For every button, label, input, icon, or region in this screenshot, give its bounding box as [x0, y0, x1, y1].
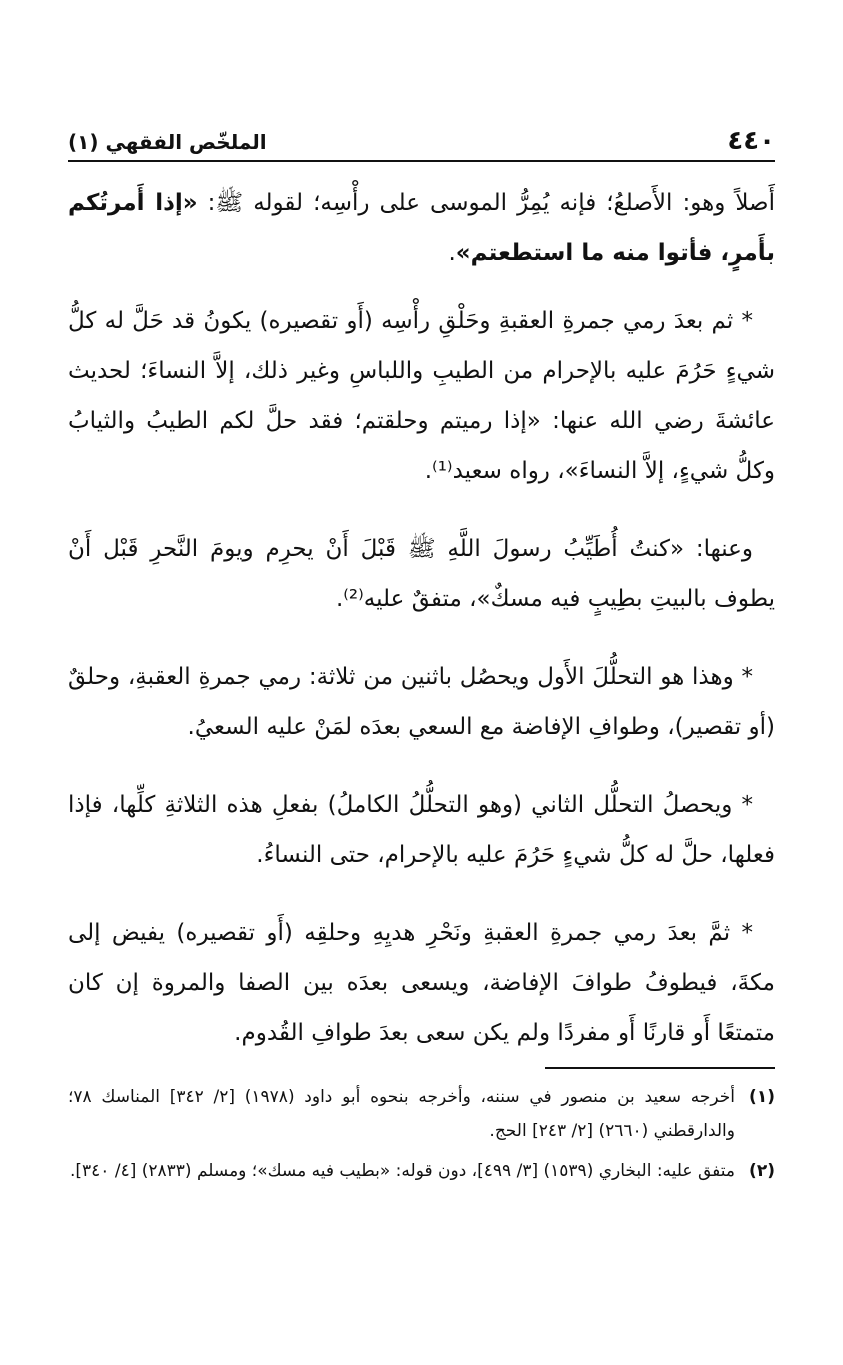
footnote-1-text: أخرجه سعيد بن منصور في سننه، وأخرجه بنحوه أبو داود (١٩٧٨) [٢/ ٣٤٢] المناسك ٧٨؛ والدارقطني (٢٦٦٠) [٢/ ٢٤٣] الحج.	[68, 1087, 735, 1141]
book-title: الملخّص الفقهي (١)	[68, 130, 267, 154]
paragraph-5: * ويحصلُ التحلُّل الثاني (وهو التحلُّلُ الكاملُ) بفعلِ هذه الثلاثةِ كلِّها، فإذا فعلها، حلَّ له كلُّ شيءٍ حَرُمَ عليه بالإحرام، حتى النساءُ.	[68, 792, 775, 868]
paragraph-3: وعنها: «كنتُ أُطَيِّبُ رسولَ اللَّهِ ﷺ قَبْلَ أَنْ يحرِم ويومَ النَّحرِ قَبْل أَنْ يطوف بالبيتِ بطِيبٍ فيه مسكٌ»، متفقٌ عليه⁽²⁾.	[68, 536, 775, 612]
paragraph-2: * ثم بعدَ رمي جمرةِ العقبةِ وحَلْقِ رأْسِه (أَو تقصيره) يكونُ قد حَلَّ له كلُّ شيءٍ حَرُمَ عليه بالإحرام من الطيبِ واللباسِ وغير ذلك، إلاَّ النساءَ؛ لحديث عائشةَ رضي الله عنها: «إذا رميتم وحلقتم؛ فقد حلَّ لكم الطيبُ والثيابُ وكلُّ شيءٍ، إلاَّ النساءَ»، رواه سعيد⁽¹⁾.	[68, 308, 775, 484]
paragraph-1-lead: أَصلاً وهو: الأَصلعُ؛ فإنه يُمِرُّ الموسى على رأْسِه؛ لقوله ﷺ:	[197, 190, 775, 216]
footnote-1	[68, 1080, 775, 1148]
paragraph-4: * وهذا هو التحلُّلَ الأَول ويحصُل باثنين من ثلاثة: رمي جمرةِ العقبةِ، وحلقٌ (أو تقصير)، وطوافِ الإفاضة مع السعي بعدَه لمَنْ عليه السعيُ.	[68, 664, 775, 740]
paragraph-1	[68, 178, 775, 278]
footnote-1-number: (١)	[749, 1087, 775, 1107]
main-text	[68, 178, 775, 1086]
page-number: ٤٤٠	[727, 126, 775, 156]
footnote-2-text: متفق عليه: البخاري (١٥٣٩) [٣/ ٤٩٩]، دون قوله: «بطيب فيه مسك»؛ ومسلم (٢٨٣٣) [٤/ ٣٤٠].	[69, 1161, 735, 1181]
footnotes	[68, 1080, 775, 1194]
paragraph-6: * ثمَّ بعدَ رمي جمرةِ العقبةِ ونَحْرِ هديِهِ وحلقِه (أَو تقصيره) يفيض إلى مكةَ، فيطوفُ طوافَ الإفاضة، ويسعى بعدَه بين الصفا والمروة إن كان متمتعًا أَو قارنًا أَو مفردًا ولم يكن سعى بعدَ طوافِ القُدوم.	[68, 920, 775, 1046]
footnote-divider	[545, 1067, 775, 1069]
paragraph-1-tail: .	[448, 240, 456, 266]
footnote-2-number: (٢)	[749, 1161, 775, 1181]
footnote-2	[68, 1154, 775, 1188]
hadith-quote-bold: «إذا أَمرتُكم بأَمرٍ، فأتوا منه ما استطعتم»	[68, 190, 775, 266]
running-header	[68, 120, 775, 162]
